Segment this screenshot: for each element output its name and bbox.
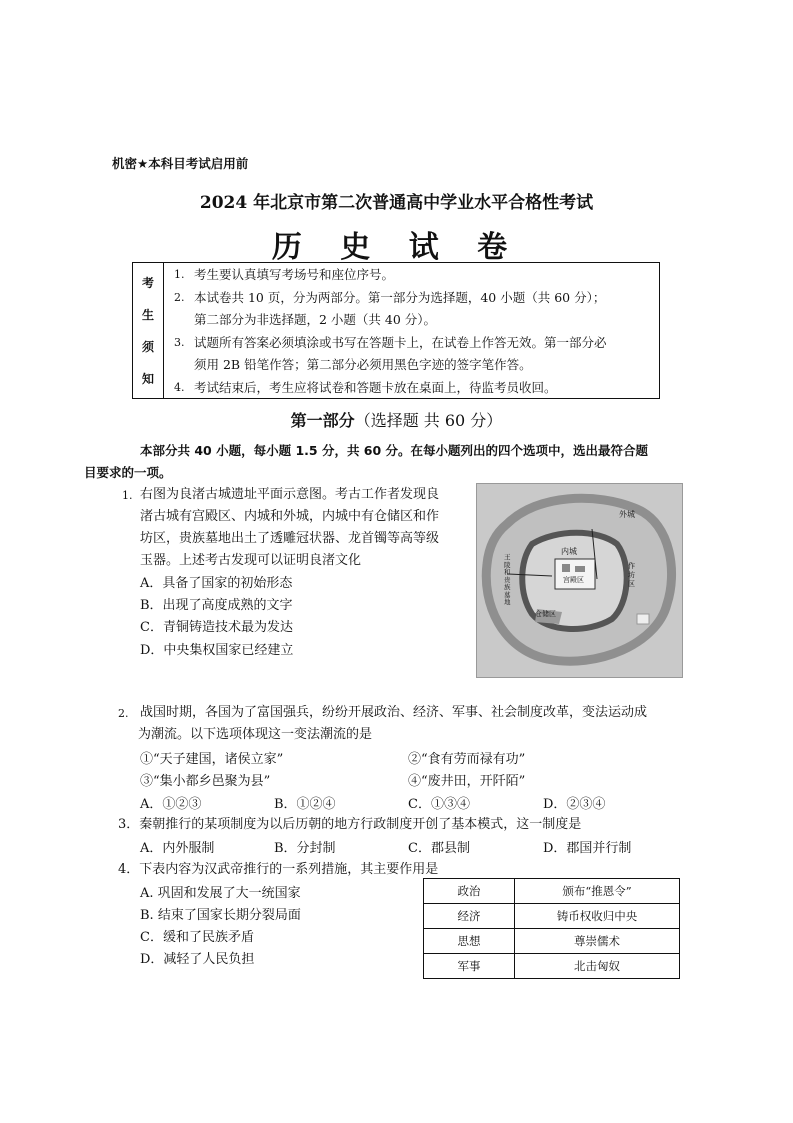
q4-option-c[interactable]: C．缓和了民族矛盾: [140, 930, 254, 945]
q2-option-d[interactable]: D．②③④: [543, 797, 606, 812]
q3-option-a[interactable]: A．内外服制: [140, 841, 215, 856]
candidate-notice-box: [132, 262, 660, 399]
q1-option-c[interactable]: C．青铜铸造技术最为发达: [140, 620, 293, 635]
table-cell-measure: 铸币权收归中央: [515, 904, 680, 929]
instruction-line: 本部分共 40 小题，每小题 1.5 分，共 60 分。在每小题列出的四个选项中，选出最符合题: [140, 443, 649, 458]
q3-option-b[interactable]: B．分封制: [274, 841, 336, 856]
table-cell-category: 思想: [424, 929, 515, 954]
q2-option-b[interactable]: B．①②④: [274, 797, 336, 812]
notice-item: [174, 287, 653, 332]
notice-side-char: 考: [141, 276, 154, 291]
stem-line: 为潮流。以下选项体现这一变法潮流的是: [138, 727, 373, 742]
q2-option-c[interactable]: C．①③④: [408, 797, 470, 812]
map-label-tombs: 王陵和贵族墓地: [504, 553, 511, 606]
confidential-label: 机密★本科目考试启用前: [112, 156, 249, 171]
table-row: [424, 954, 680, 979]
subject-title: 历 史 试 卷: [271, 230, 522, 265]
q3-option-d[interactable]: D．郡国并行制: [543, 841, 632, 856]
notice-text: 须用 2B 铅笔作答；第二部分必须用黑色字迹的签字笔作答。: [194, 357, 532, 372]
q2-statement-2: ②“食有劳而禄有功”: [408, 752, 526, 767]
notice-item: [174, 264, 653, 287]
table-cell-category: 政治: [424, 879, 515, 904]
notice-side-char: 知: [141, 371, 154, 386]
notice-text: 考生要认真填写考场号和座位序号。: [194, 267, 395, 282]
notice-text: 试题所有答案必须填涂或书写在答题卡上，在试卷上作答无效。第一部分必: [194, 334, 607, 350]
notice-text: 第二部分为非选择题，2 小题（共 40 分）。: [194, 312, 437, 327]
section-heading: [0, 408, 793, 431]
map-label-palace: 宫殿区: [563, 576, 584, 584]
section-heading-rest: （选择题 共 60 分）: [354, 411, 503, 430]
notice-number: 2.: [174, 290, 185, 304]
table-cell-category: 经济: [424, 904, 515, 929]
notice-text: 考试结束后，考生应将试卷和答题卡放在桌面上，待监考员收回。: [194, 379, 557, 395]
question-1-stem: [140, 484, 470, 572]
question-3-stem: 3．秦朝推行的某项制度为以后历朝的地方行政制度开创了基本模式，这一制度是: [118, 817, 582, 832]
q1-option-b[interactable]: B．出现了高度成熟的文字: [140, 598, 293, 613]
stem-line: 战国时期，各国为了富国强兵，纷纷开展政治、经济、军事、社会制度改革，变法运动成: [140, 705, 648, 720]
stem-line: 坊区，贵族墓地出土了透雕冠状器、龙首镯等高等级: [140, 531, 440, 546]
stem-line: 渚古城有宫殿区、内城和外城，内城中有仓储区和作: [140, 509, 440, 524]
notice-text: 本试卷共 10 页，分为两部分。第一部分为选择题，40 小题（共 60 分）；: [194, 289, 606, 305]
q2-statement-1: ①“天子建国，诸侯立家”: [140, 752, 284, 767]
exam-title: 2024 年北京市第二次普通高中学业水平合格性考试: [199, 193, 594, 213]
notice-side-char: 生: [141, 308, 154, 323]
q1-option-d[interactable]: D．中央集权国家已经建立: [140, 643, 294, 658]
table-cell-measure: 尊崇儒术: [515, 929, 680, 954]
han-wudi-measures-table: [423, 878, 680, 979]
q2-statement-4: ④“废井田，开阡陌”: [408, 774, 526, 789]
table-cell-measure: 颁布“推恩令”: [515, 879, 680, 904]
notice-list: [164, 263, 659, 398]
question-2-number: 2.: [118, 707, 129, 720]
section-heading-bold: 第一部分: [290, 411, 355, 430]
notice-side-char: 须: [141, 339, 154, 354]
table-row: [424, 879, 680, 904]
stem-line: 右图为良渚古城遗址平面示意图。考古工作者发现良: [140, 487, 440, 502]
question-1-number: 1.: [122, 489, 133, 502]
table-cell-category: 军事: [424, 954, 515, 979]
q4-option-a[interactable]: A. 巩固和发展了大一统国家: [140, 886, 301, 901]
map-label-workshop: 作坊区: [628, 562, 635, 588]
stem-line: 玉器。上述考古发现可以证明良渚文化: [140, 553, 362, 568]
q4-option-d[interactable]: D．减轻了人民负担: [140, 952, 255, 967]
table-row: [424, 904, 680, 929]
section-instructions: [84, 440, 682, 484]
question-4-stem: 4．下表内容为汉武帝推行的一系列措施，其主要作用是: [118, 862, 439, 877]
q1-option-a[interactable]: A．具备了国家的初始形态: [140, 576, 293, 591]
notice-number: 4.: [174, 380, 185, 394]
q3-option-c[interactable]: C．郡县制: [408, 841, 470, 856]
liangzhu-site-map: [476, 483, 683, 678]
q2-option-a[interactable]: A．①②③: [140, 797, 202, 812]
table-cell-measure: 北击匈奴: [515, 954, 680, 979]
table-row: [424, 929, 680, 954]
notice-number: 1.: [174, 268, 185, 281]
map-label-outer-city: 外城: [619, 510, 635, 519]
notice-item: [174, 377, 653, 400]
map-label-inner-city: 内城: [561, 547, 577, 556]
q2-statement-3: ③“集小都乡邑聚为县”: [140, 774, 271, 789]
question-2-stem: [140, 702, 700, 746]
instruction-line: 目要求的一项。: [84, 465, 172, 480]
notice-side-label: [133, 263, 164, 398]
map-label-storage: 仓储区: [535, 610, 556, 618]
q4-option-b[interactable]: B. 结束了国家长期分裂局面: [140, 908, 301, 923]
notice-item: [174, 332, 653, 377]
notice-number: 3.: [174, 335, 185, 349]
